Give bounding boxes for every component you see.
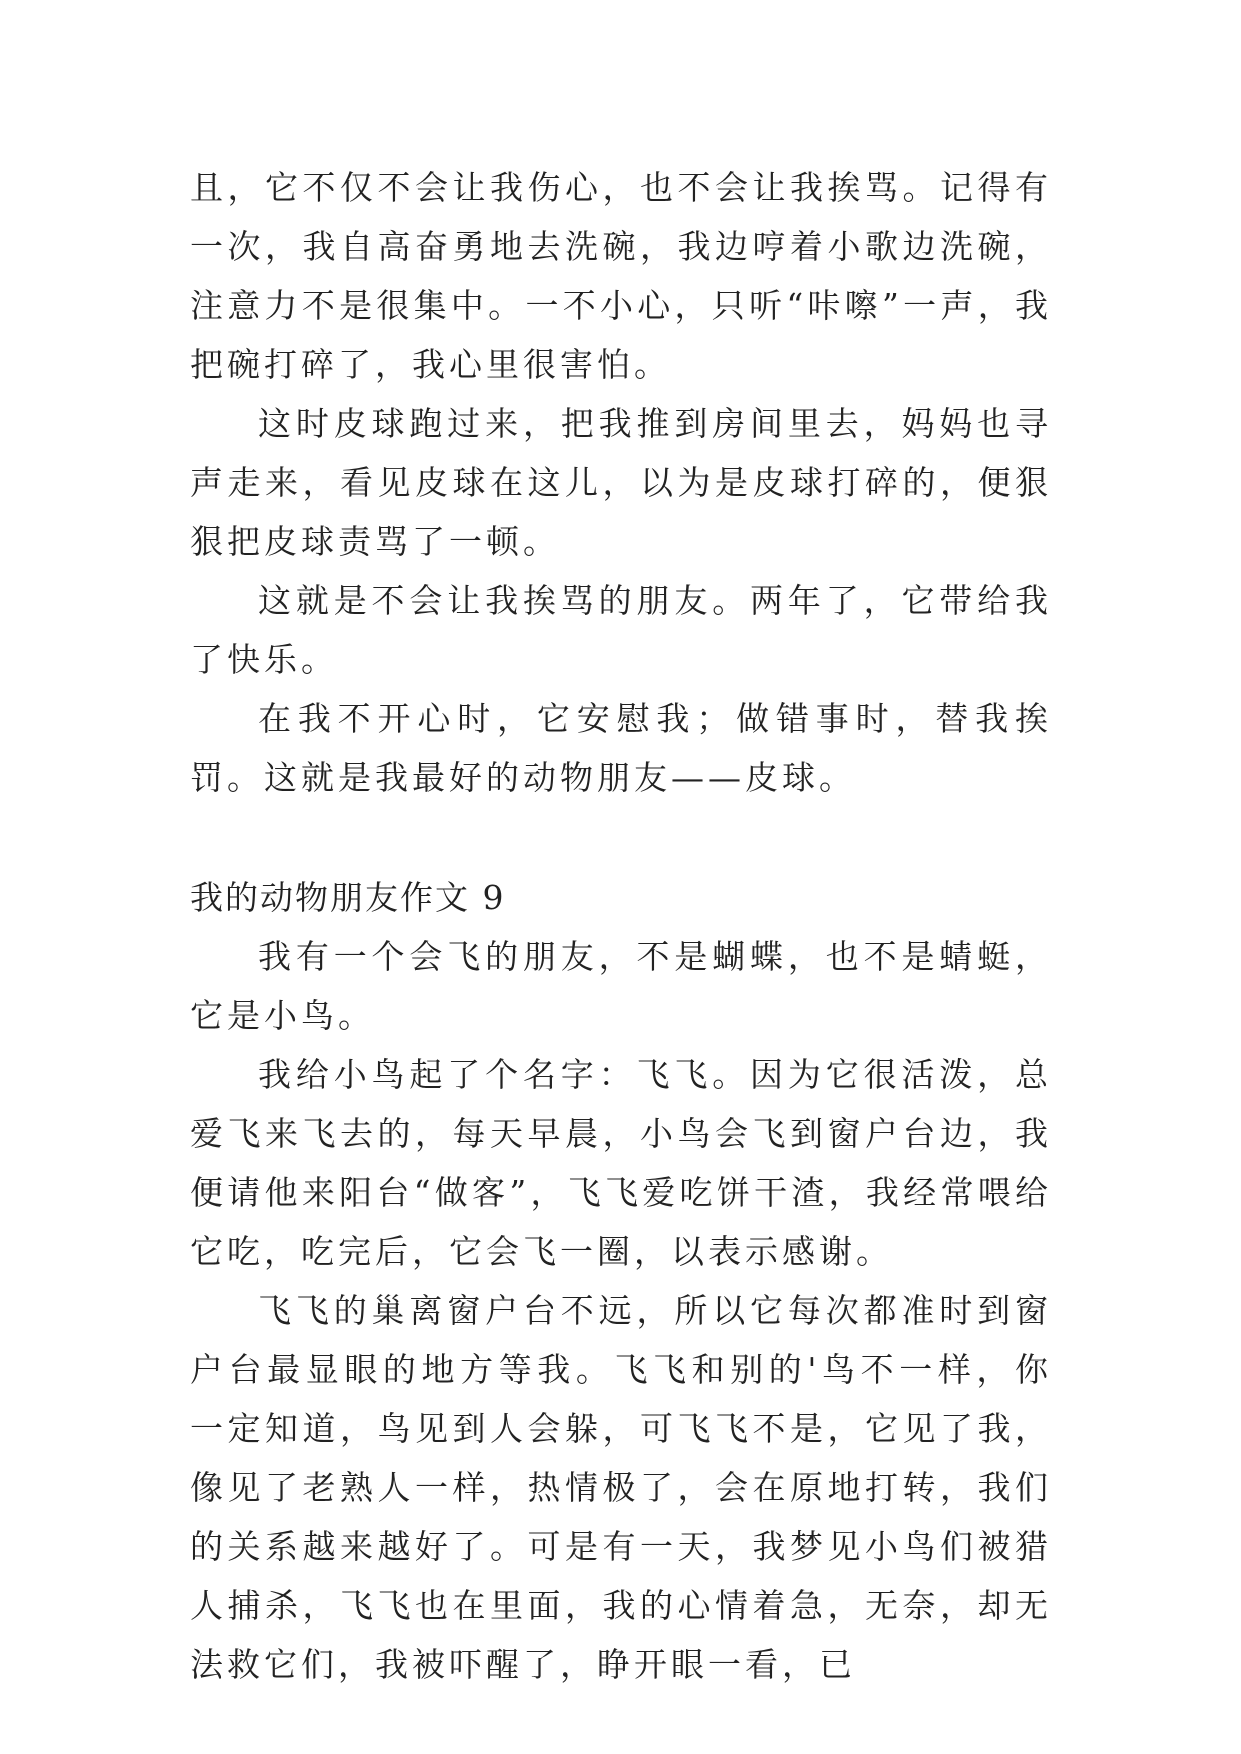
section-spacer <box>190 807 1052 868</box>
paragraph: 这时皮球跑过来，把我推到房间里去，妈妈也寻声走来，看见皮球在这儿，以为是皮球打碎的，便狠狠把皮球责骂了一顿。 <box>190 404 1052 561</box>
paragraph: 我有一个会飞的朋友，不是蝴蝶，也不是蜻蜓，它是小鸟。 <box>190 937 1052 1035</box>
paragraph: 飞飞的巢离窗户台不远，所以它每次都准时到窗户台最显眼的地方等我。飞飞和别的'鸟不一样，你一定知道，鸟见到人会躲，可飞飞不是，它见了我，像见了老熟人一样，热情极了，会在原地打转，我们的关系越来越好了。可是有一天，我梦见小鸟们被猎人捕杀，飞飞也在里面，我的心情着急，无奈，却无法救它们，我被吓醒了，睁开眼一看，已 <box>190 1291 1052 1684</box>
section-title: 我的动物朋友作文 9 <box>190 878 506 917</box>
paragraph: 这就是不会让我挨骂的朋友。两年了，它带给我了快乐。 <box>190 581 1052 679</box>
paragraph: 在我不开心时，它安慰我；做错事时，替我挨罚。这就是我最好的动物朋友——皮球。 <box>190 699 1052 797</box>
paragraph-continued: 且，它不仅不会让我伤心，也不会让我挨骂。记得有一次，我自高奋勇地去洗碗，我边哼着小歌边洗碗，注意力不是很集中。一不小心，只听“咔嚓”一声，我把碗打碎了，我心里很害怕。 <box>190 168 1052 384</box>
paragraph: 我给小鸟起了个名字：飞飞。因为它很活泼，总爱飞来飞去的，每天早晨，小鸟会飞到窗户台边，我便请他来阳台“做客”，飞飞爱吃饼干渣，我经常喂给它吃，吃完后，它会飞一圈，以表示感谢。 <box>190 1055 1052 1271</box>
document-body <box>190 158 1052 1694</box>
